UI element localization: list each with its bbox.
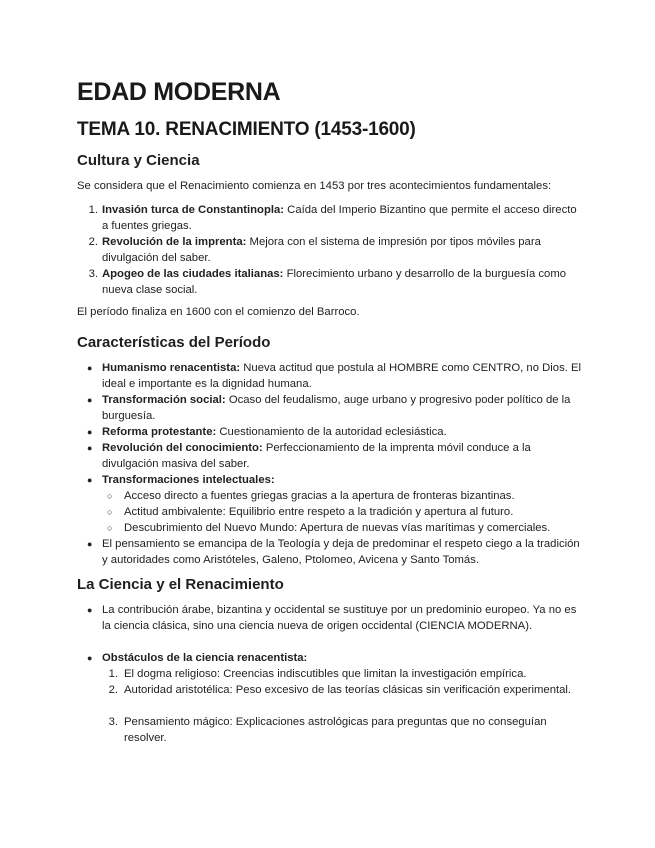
sub-bullet-icon: ○ xyxy=(107,507,113,517)
list-number: 1. xyxy=(108,668,118,680)
sub-item-text: Actitud ambivalente: Equilibrio entre respeto a la tradición y apertura al futuro. xyxy=(124,506,514,518)
sub-item-text: Descubrimiento del Nuevo Mundo: Apertura de nuevas vías marítimas y comerciales. xyxy=(124,522,551,534)
list-number: 2. xyxy=(88,236,98,248)
sub-list-item xyxy=(77,520,584,536)
item-text: Perfeccionamiento de la imprenta móvil conduce a la divulgación masiva del saber. xyxy=(102,442,531,470)
list-item xyxy=(77,234,582,266)
bullet-icon: ● xyxy=(87,605,93,615)
list-item xyxy=(77,392,582,424)
bullet-icon: ● xyxy=(87,395,93,405)
item-text: Cuestionamiento de la autoridad eclesiástica. xyxy=(216,426,447,438)
item-text: El pensamiento se emancipa de la Teología y deja de predominar el respeto ciego a la tradición y autoridades como Aristóteles, Galeno, Ptolomeo, Avicena y Santo Tomás. xyxy=(102,538,580,566)
list-number: 2. xyxy=(108,684,118,696)
sub-list-item xyxy=(77,714,584,746)
section3-list xyxy=(77,602,584,746)
item-bold-label: Invasión turca de Constantinopla: xyxy=(102,204,285,216)
item-bold-label: Revolución de la imprenta: xyxy=(102,236,247,248)
list-item xyxy=(77,266,582,298)
item-text: La contribución árabe, bizantina y occidental se sustituye por un predominio europeo. Ya no es la ciencia clásica, sino una ciencia nueva de origen occidental (CIENCIA MODERNA). xyxy=(102,604,577,632)
bullet-icon: ● xyxy=(87,653,93,663)
bullet-icon: ● xyxy=(87,475,93,485)
item-bold-label: Transformaciones intelectuales: xyxy=(102,474,275,486)
list-item xyxy=(77,202,582,234)
list-item xyxy=(77,440,582,472)
item-text: Ocaso del feudalismo, auge urbano y progresivo poder político de la burguesía. xyxy=(102,394,571,422)
list-item xyxy=(77,360,582,392)
sub-list-item xyxy=(77,504,584,520)
item-text: Nueva actitud que postula al HOMBRE como CENTRO, no Dios. El ideal e importante es la dignidad humana. xyxy=(102,362,582,390)
section1-intro: Se considera que el Renacimiento comienza en 1453 por tres acontecimientos fundamentales: xyxy=(77,180,552,192)
item-text: Florecimiento urbano y desarrollo de la burguesía como nueva clase social. xyxy=(102,268,567,296)
section-heading-cultura: Cultura y Ciencia xyxy=(77,152,200,169)
list-item xyxy=(77,472,582,488)
list-item xyxy=(77,536,582,568)
item-text: Caída del Imperio Bizantino que permite el acceso directo a fuentes griegas. xyxy=(102,204,577,232)
sub-item-text: El dogma religioso: Creencias indiscutibles que limitan la investigación empírica. xyxy=(124,668,527,680)
sub-item-text: Autoridad aristotélica: Peso excesivo de las teorías clásicas sin verificación experimental. xyxy=(124,684,572,696)
section-heading-ciencia: La Ciencia y el Renacimiento xyxy=(77,576,284,593)
sub-bullet-icon: ○ xyxy=(107,523,113,533)
section1-list xyxy=(77,202,582,298)
list-item xyxy=(77,424,582,440)
bullet-icon: ● xyxy=(87,443,93,453)
sub-list-item xyxy=(77,488,584,504)
bullet-icon: ● xyxy=(87,539,93,549)
item-bold-label: Humanismo renacentista: xyxy=(102,362,241,374)
list-item xyxy=(77,650,582,666)
bullet-icon: ● xyxy=(87,363,93,373)
sub-item-text: Acceso directo a fuentes griegas gracias a la apertura de fronteras bizantinas. xyxy=(124,490,515,502)
sub-list-item xyxy=(77,682,584,714)
item-bold-label: Revolución del conocimiento: xyxy=(102,442,263,454)
sub-list-item xyxy=(77,666,584,682)
section-heading-caracteristicas: Características del Período xyxy=(77,334,271,351)
sub-bullet-icon: ○ xyxy=(107,491,113,501)
page-subtitle: TEMA 10. RENACIMIENTO (1453-1600) xyxy=(77,119,416,140)
list-number: 3. xyxy=(108,716,118,728)
sub-item-text: Pensamiento mágico: Explicaciones astrológicas para preguntas que no conseguían resolver. xyxy=(124,716,547,744)
item-bold-label: Transformación social: xyxy=(102,394,226,406)
section2-list xyxy=(77,360,584,568)
item-text: Mejora con el sistema de impresión por tipos móviles para divulgación del saber. xyxy=(102,236,541,264)
list-number: 1. xyxy=(88,204,98,216)
section1-outro: El período finaliza en 1600 con el comienzo del Barroco. xyxy=(77,306,360,318)
list-number: 3. xyxy=(88,268,98,280)
bullet-icon: ● xyxy=(87,427,93,437)
page-title: EDAD MODERNA xyxy=(77,78,281,106)
item-bold-label: Obstáculos de la ciencia renacentista: xyxy=(102,652,308,664)
list-item xyxy=(77,602,582,650)
item-bold-label: Apogeo de las ciudades italianas: xyxy=(102,268,284,280)
item-bold-label: Reforma protestante: xyxy=(102,426,217,438)
